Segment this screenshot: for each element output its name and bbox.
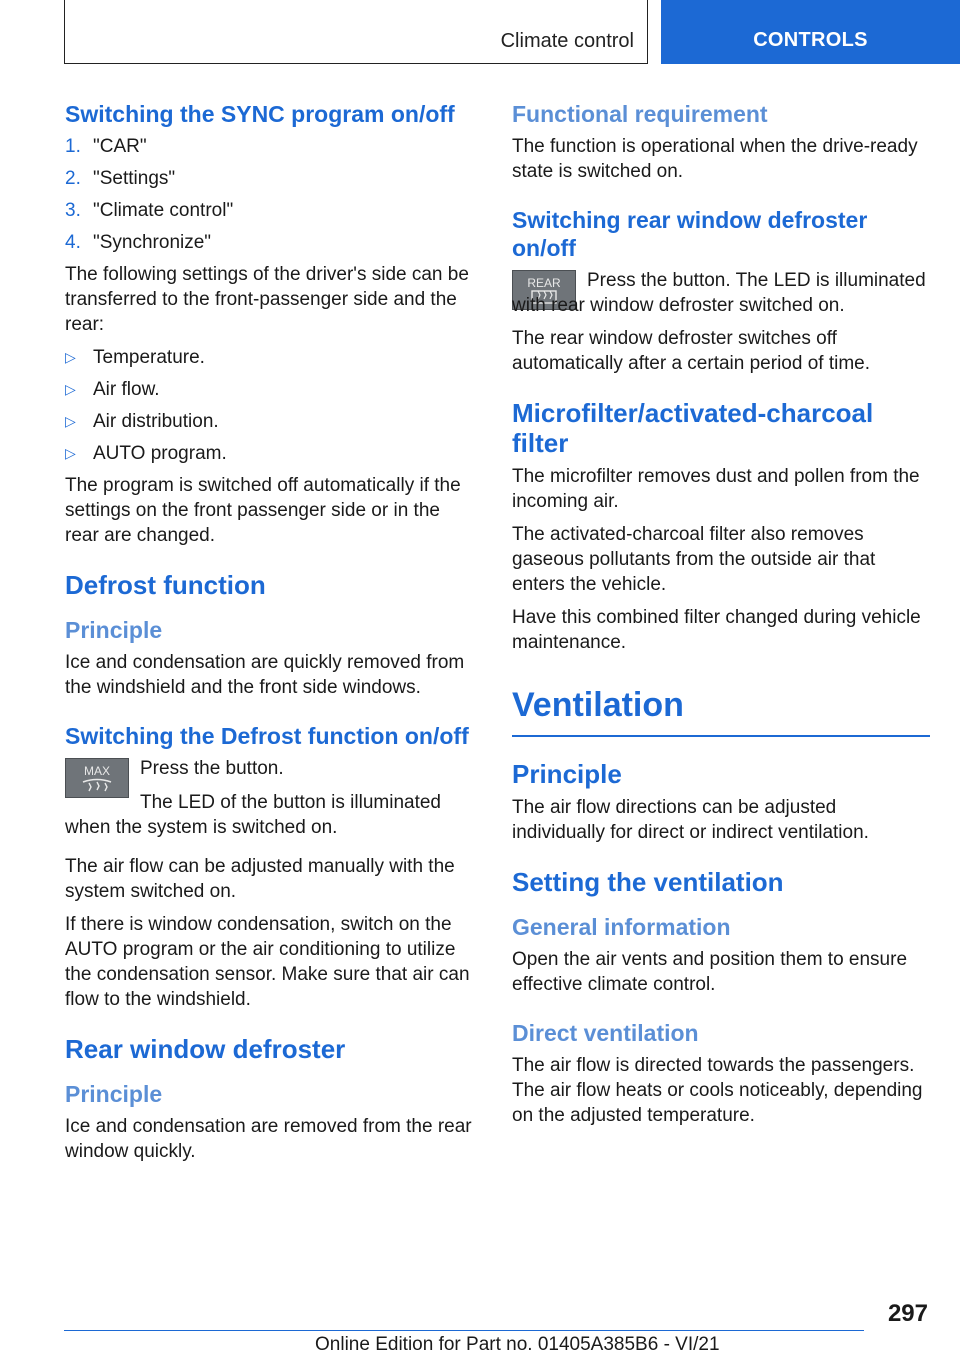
bullet-text: AUTO program. <box>93 443 227 464</box>
sync-intro: The following settings of the driver's side can be transferred to the front-passenger side and the rear: <box>65 264 469 335</box>
defrost-heading: Defrost function <box>65 570 266 600</box>
step-number: 4. <box>65 232 81 253</box>
sync-heading: Switching the SYNC program on/off <box>65 101 455 127</box>
bullet-triangle-icon: ▷ <box>65 413 76 429</box>
list-item <box>65 134 477 159</box>
step-number: 1. <box>65 136 81 157</box>
setting-ventilation-heading: Setting the ventilation <box>512 866 784 897</box>
sync-bullets-list <box>65 345 477 466</box>
footer-rule <box>64 1330 864 1331</box>
rear-switch-heading: Switching rear window defroster on/off <box>512 207 868 261</box>
functional-requirement-text: The function is operational when the drive-ready state is switched on. <box>512 136 918 182</box>
defrost-press-text: Press the button. <box>140 758 284 779</box>
section-rule <box>512 735 930 737</box>
bullet-triangle-icon: ▷ <box>65 381 76 397</box>
filter-p3: Have this combined filter changed during vehicle maintenance. <box>512 607 921 653</box>
step-text: "Synchronize" <box>93 232 212 253</box>
defrost-led-text: The LED of the button is illuminated when the system is switched on. <box>65 792 442 838</box>
defrost-switch-heading: Switching the Defrost function on/off <box>65 723 469 749</box>
list-item <box>65 198 477 223</box>
rear-press-text: Press the button. The LED is illuminated with rear window defroster switched on. <box>512 270 926 316</box>
list-item <box>65 377 477 402</box>
right-column <box>512 100 930 1136</box>
rear-principle-text: Ice and condensation are removed from the rear window quickly. <box>65 1116 472 1162</box>
filter-p2: The activated-charcoal filter also removes gaseous pollutants from the outside air that enters the vehicle. <box>512 524 876 595</box>
defrost-p1: The air flow can be adjusted manually with the system switched on. <box>65 856 455 902</box>
defrost-p2: If there is window condensation, switch on the AUTO program or the air conditioning to utilize the condensation sensor. Make sure that air can flow to the windshield. <box>65 914 470 1010</box>
rear-principle-heading: Principle <box>65 1081 163 1107</box>
filter-p1: The microfilter removes dust and pollen from the incoming air. <box>512 466 920 512</box>
step-number: 3. <box>65 200 81 221</box>
ventilation-heading: Ventilation <box>512 686 684 724</box>
sync-note: The program is switched off automatically if the settings on the front passenger side or in the rear are changed. <box>65 475 461 546</box>
bullet-triangle-icon: ▷ <box>65 349 76 365</box>
step-text: "Climate control" <box>93 200 234 221</box>
sync-steps-list <box>65 134 477 255</box>
max-defrost-button-icon <box>65 758 129 798</box>
page-number: 297 <box>887 1300 928 1327</box>
functional-requirement-heading: Functional requirement <box>512 101 768 127</box>
step-text: "Settings" <box>93 168 176 189</box>
filter-heading: Microfilter/activated-charcoal filter <box>512 398 874 458</box>
bullet-text: Air distribution. <box>93 411 219 432</box>
direct-ventilation-heading: Direct ventilation <box>512 1019 699 1046</box>
step-number: 2. <box>65 168 81 189</box>
header-chapter-tab: CONTROLS <box>661 0 960 64</box>
ventilation-principle-text: The air flow directions can be adjusted individually for direct or indirect ventilation. <box>512 796 869 843</box>
svg-text:REAR: REAR <box>527 276 561 290</box>
list-item <box>65 230 477 255</box>
footer-edition-text: Online Edition for Part no. 01405A385B6 - VI/21 <box>315 1334 720 1355</box>
list-item <box>65 409 477 434</box>
bullet-triangle-icon: ▷ <box>65 445 76 461</box>
ventilation-principle-heading: Principle <box>512 758 622 789</box>
header-section-title: Climate control <box>500 30 634 52</box>
defrost-principle-text: Ice and condensation are quickly removed from the windshield and the front side windows. <box>65 652 465 698</box>
rear-defroster-heading: Rear window defroster <box>65 1034 346 1064</box>
list-item <box>65 345 477 370</box>
rear-auto-off-text: The rear window defroster switches off automatically after a certain period of time. <box>512 328 871 374</box>
bullet-text: Air flow. <box>93 379 160 400</box>
defrost-principle-heading: Principle <box>65 617 163 643</box>
svg-text:MAX: MAX <box>83 764 111 778</box>
left-column <box>65 100 477 1172</box>
step-text: "CAR" <box>93 136 147 157</box>
list-item <box>65 166 477 191</box>
general-info-text: Open the air vents and position them to ensure effective climate control. <box>512 948 908 995</box>
direct-ventilation-text: The air flow is directed towards the passengers. The air flow heats or cools noticeably, depending on the adjusted temperature. <box>512 1054 923 1126</box>
bullet-text: Temperature. <box>93 347 205 368</box>
list-item <box>65 441 477 466</box>
general-info-heading: General information <box>512 913 731 940</box>
